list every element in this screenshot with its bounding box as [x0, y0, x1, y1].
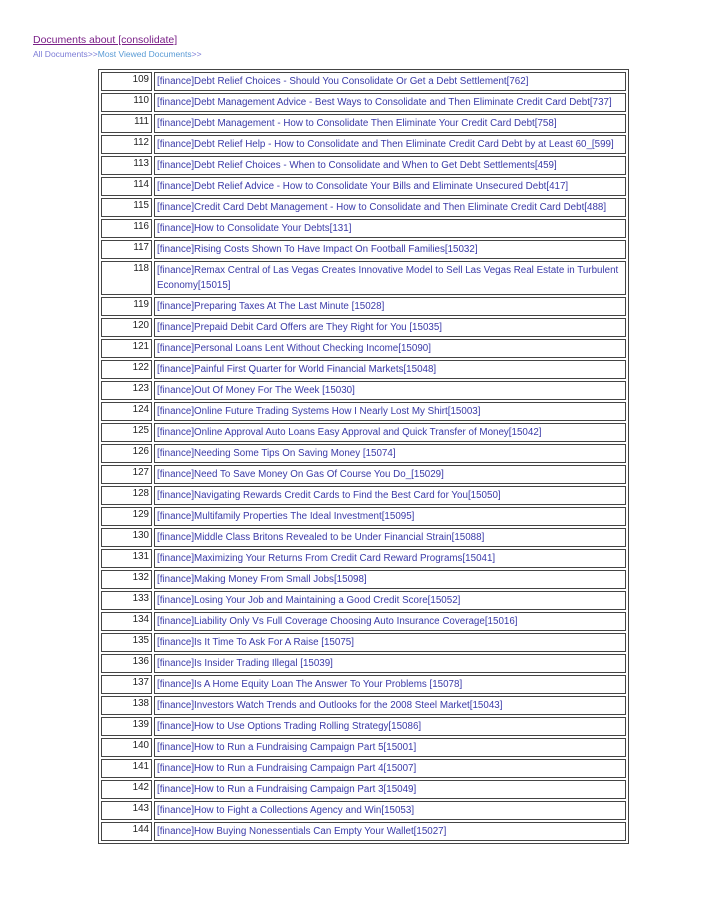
- table-row: [101, 135, 626, 154]
- document-title-cell: [154, 612, 626, 631]
- document-title-cell: [154, 360, 626, 379]
- document-number: 110: [101, 93, 152, 112]
- document-number: 111: [101, 114, 152, 133]
- table-row: [101, 696, 626, 715]
- table-row: [101, 486, 626, 505]
- document-number: 133: [101, 591, 152, 610]
- document-number: 136: [101, 654, 152, 673]
- document-title-cell: [154, 591, 626, 610]
- document-title-cell: [154, 177, 626, 196]
- table-row: [101, 156, 626, 175]
- document-title-cell: [154, 444, 626, 463]
- document-title-cell: [154, 135, 626, 154]
- document-title-cell: [154, 528, 626, 547]
- document-title-link[interactable]: [finance]Personal Loans Lent Without Checking Income[15090]: [157, 343, 431, 354]
- table-row: [101, 261, 626, 295]
- document-number: 115: [101, 198, 152, 217]
- document-title-cell: [154, 822, 626, 841]
- document-title-link[interactable]: [finance]Debt Management - How to Consolidate Then Eliminate Your Credit Card Debt[758]: [157, 118, 557, 129]
- document-title-link[interactable]: [finance]Investors Watch Trends and Outlooks for the 2008 Steel Market[15043]: [157, 700, 503, 711]
- document-title-cell: [154, 423, 626, 442]
- document-title-cell: [154, 633, 626, 652]
- document-title-link[interactable]: [finance]Debt Relief Choices - Should You Consolidate Or Get a Debt Settlement[762]: [157, 76, 529, 87]
- document-title-cell: [154, 570, 626, 589]
- table-row: [101, 423, 626, 442]
- document-title-link[interactable]: [finance]Rising Costs Shown To Have Impact On Football Families[15032]: [157, 244, 478, 255]
- document-title-cell: [154, 318, 626, 337]
- document-title-cell: [154, 675, 626, 694]
- breadcrumb: [33, 49, 202, 59]
- document-number: 113: [101, 156, 152, 175]
- document-title-link[interactable]: [finance]Navigating Rewards Credit Cards to Find the Best Card for You[15050]: [157, 490, 501, 501]
- document-number: 116: [101, 219, 152, 238]
- document-title-cell: [154, 696, 626, 715]
- document-number: 126: [101, 444, 152, 463]
- document-title-link[interactable]: [finance]Need To Save Money On Gas Of Course You Do_[15029]: [157, 469, 444, 480]
- document-number: 132: [101, 570, 152, 589]
- document-title-link[interactable]: [finance]Losing Your Job and Maintaining a Good Credit Score[15052]: [157, 595, 461, 606]
- table-row: [101, 360, 626, 379]
- document-number: 114: [101, 177, 152, 196]
- table-row: [101, 738, 626, 757]
- document-title-cell: [154, 486, 626, 505]
- document-title-link[interactable]: [finance]Debt Management Advice - Best Ways to Consolidate and Then Eliminate Credit Card Debt[737]: [157, 97, 612, 108]
- table-row: [101, 654, 626, 673]
- document-title-cell: [154, 465, 626, 484]
- document-title-link[interactable]: [finance]Maximizing Your Returns From Credit Card Reward Programs[15041]: [157, 553, 496, 564]
- document-number: 141: [101, 759, 152, 778]
- documents-table: [98, 69, 629, 844]
- document-title-cell: [154, 156, 626, 175]
- document-title-cell: [154, 780, 626, 799]
- document-title-link[interactable]: [finance]Online Future Trading Systems How I Nearly Lost My Shirt[15003]: [157, 406, 481, 417]
- table-row: [101, 198, 626, 217]
- document-title-link[interactable]: [finance]Out Of Money For The Week [15030]: [157, 385, 355, 396]
- document-number: 138: [101, 696, 152, 715]
- document-title-cell: [154, 297, 626, 316]
- document-title-link[interactable]: [finance]Liability Only Vs Full Coverage Choosing Auto Insurance Coverage[15016]: [157, 616, 518, 627]
- breadcrumb-separator: >>: [191, 49, 202, 59]
- table-row: [101, 339, 626, 358]
- document-title-link[interactable]: [finance]Is A Home Equity Loan The Answer To Your Problems [15078]: [157, 679, 463, 690]
- document-number: 121: [101, 339, 152, 358]
- document-title-link[interactable]: [finance]Remax Central of Las Vegas Creates Innovative Model to Sell Las Vegas Real Estate in Turbulent Economy[15015]: [157, 265, 619, 291]
- table-row: [101, 528, 626, 547]
- table-row: [101, 219, 626, 238]
- table-row: [101, 675, 626, 694]
- document-title-link[interactable]: [finance]How to Use Options Trading Rolling Strategy[15086]: [157, 721, 422, 732]
- document-title-link[interactable]: [finance]Needing Some Tips On Saving Money [15074]: [157, 448, 396, 459]
- document-title-cell: [154, 114, 626, 133]
- table-row: [101, 114, 626, 133]
- table-row: [101, 93, 626, 112]
- breadcrumb-all-documents-link[interactable]: All Documents: [33, 49, 88, 59]
- document-number: 142: [101, 780, 152, 799]
- table-row: [101, 759, 626, 778]
- document-number: 135: [101, 633, 152, 652]
- document-title-cell: [154, 759, 626, 778]
- table-row: [101, 402, 626, 421]
- document-number: 144: [101, 822, 152, 841]
- document-title-cell: [154, 261, 626, 295]
- document-title-link[interactable]: [finance]Prepaid Debit Card Offers are They Right for You [15035]: [157, 322, 443, 333]
- document-number: 140: [101, 738, 152, 757]
- document-title-link[interactable]: [finance]How to Consolidate Your Debts[131]: [157, 223, 352, 234]
- document-number: 128: [101, 486, 152, 505]
- document-title-cell: [154, 219, 626, 238]
- document-title-cell: [154, 801, 626, 820]
- document-number: 129: [101, 507, 152, 526]
- document-title-link[interactable]: [finance]Debt Relief Advice - How to Consolidate Your Bills and Eliminate Unsecured Debt[417]: [157, 181, 569, 192]
- document-title-cell: [154, 402, 626, 421]
- page-title: Documents about [consolidate]: [33, 34, 178, 46]
- table-row: [101, 612, 626, 631]
- document-number: 134: [101, 612, 152, 631]
- document-title-cell: [154, 198, 626, 217]
- document-title-link[interactable]: [finance]How Buying Nonessentials Can Empty Your Wallet[15027]: [157, 826, 447, 837]
- document-title-cell: [154, 339, 626, 358]
- table-row: [101, 381, 626, 400]
- document-number: 131: [101, 549, 152, 568]
- table-row: [101, 633, 626, 652]
- table-row: [101, 822, 626, 841]
- table-row: [101, 297, 626, 316]
- table-row: [101, 240, 626, 259]
- document-title-cell: [154, 549, 626, 568]
- document-title-link[interactable]: [finance]Online Approval Auto Loans Easy Approval and Quick Transfer of Money[15042]: [157, 427, 542, 438]
- document-title-link[interactable]: [finance]How to Run a Fundraising Campaign Part 3[15049]: [157, 784, 417, 795]
- document-number: 118: [101, 261, 152, 295]
- document-number: 117: [101, 240, 152, 259]
- document-title-cell: [154, 240, 626, 259]
- document-title-cell: [154, 654, 626, 673]
- document-title-link[interactable]: [finance]How to Fight a Collections Agency and Win[15053]: [157, 805, 415, 816]
- document-title-link[interactable]: [finance]Preparing Taxes At The Last Minute [15028]: [157, 301, 385, 312]
- document-number: 125: [101, 423, 152, 442]
- document-title-link[interactable]: [finance]Debt Relief Help - How to Consolidate and Then Eliminate Credit Card Debt by at Least 60_[599]: [157, 139, 614, 150]
- document-number: 109: [101, 72, 152, 91]
- document-number: 127: [101, 465, 152, 484]
- table-row: [101, 780, 626, 799]
- table-row: [101, 549, 626, 568]
- document-number: 137: [101, 675, 152, 694]
- document-title-link[interactable]: [finance]How to Run a Fundraising Campaign Part 4[15007]: [157, 763, 417, 774]
- document-number: 143: [101, 801, 152, 820]
- breadcrumb-most-viewed-link[interactable]: Most Viewed Documents: [97, 49, 192, 59]
- document-title-cell: [154, 507, 626, 526]
- table-row: [101, 465, 626, 484]
- table-row: [101, 570, 626, 589]
- breadcrumb-separator: >>: [87, 49, 98, 59]
- table-row: [101, 177, 626, 196]
- table-row: [101, 801, 626, 820]
- document-number: 139: [101, 717, 152, 736]
- table-row: [101, 591, 626, 610]
- document-number: 123: [101, 381, 152, 400]
- document-number: 112: [101, 135, 152, 154]
- table-row: [101, 507, 626, 526]
- document-title-cell: [154, 72, 626, 91]
- document-title-link[interactable]: [finance]Debt Relief Choices - When to Consolidate and When to Get Debt Settlements[459]: [157, 160, 557, 171]
- document-title-cell: [154, 381, 626, 400]
- table-row: [101, 318, 626, 337]
- document-number: 122: [101, 360, 152, 379]
- document-title-link[interactable]: [finance]Credit Card Debt Management - How to Consolidate and Then Eliminate Credit Card Debt[488]: [157, 202, 607, 213]
- document-title-link[interactable]: [finance]Making Money From Small Jobs[15098]: [157, 574, 367, 585]
- document-title-link[interactable]: [finance]Middle Class Britons Revealed to be Under Financial Strain[15088]: [157, 532, 485, 543]
- document-title-link[interactable]: [finance]Painful First Quarter for World Financial Markets[15048]: [157, 364, 437, 375]
- document-title-link[interactable]: [finance]Is It Time To Ask For A Raise [15075]: [157, 637, 354, 648]
- table-row: [101, 72, 626, 91]
- document-title-link[interactable]: [finance]Multifamily Properties The Ideal Investment[15095]: [157, 511, 415, 522]
- document-number: 130: [101, 528, 152, 547]
- document-title-cell: [154, 93, 626, 112]
- document-title-link[interactable]: [finance]Is Insider Trading Illegal [15039]: [157, 658, 333, 669]
- table-row: [101, 444, 626, 463]
- document-number: 120: [101, 318, 152, 337]
- document-title-cell: [154, 738, 626, 757]
- document-number: 119: [101, 297, 152, 316]
- document-title-link[interactable]: [finance]How to Run a Fundraising Campaign Part 5[15001]: [157, 742, 417, 753]
- document-title-cell: [154, 717, 626, 736]
- document-number: 124: [101, 402, 152, 421]
- table-row: [101, 717, 626, 736]
